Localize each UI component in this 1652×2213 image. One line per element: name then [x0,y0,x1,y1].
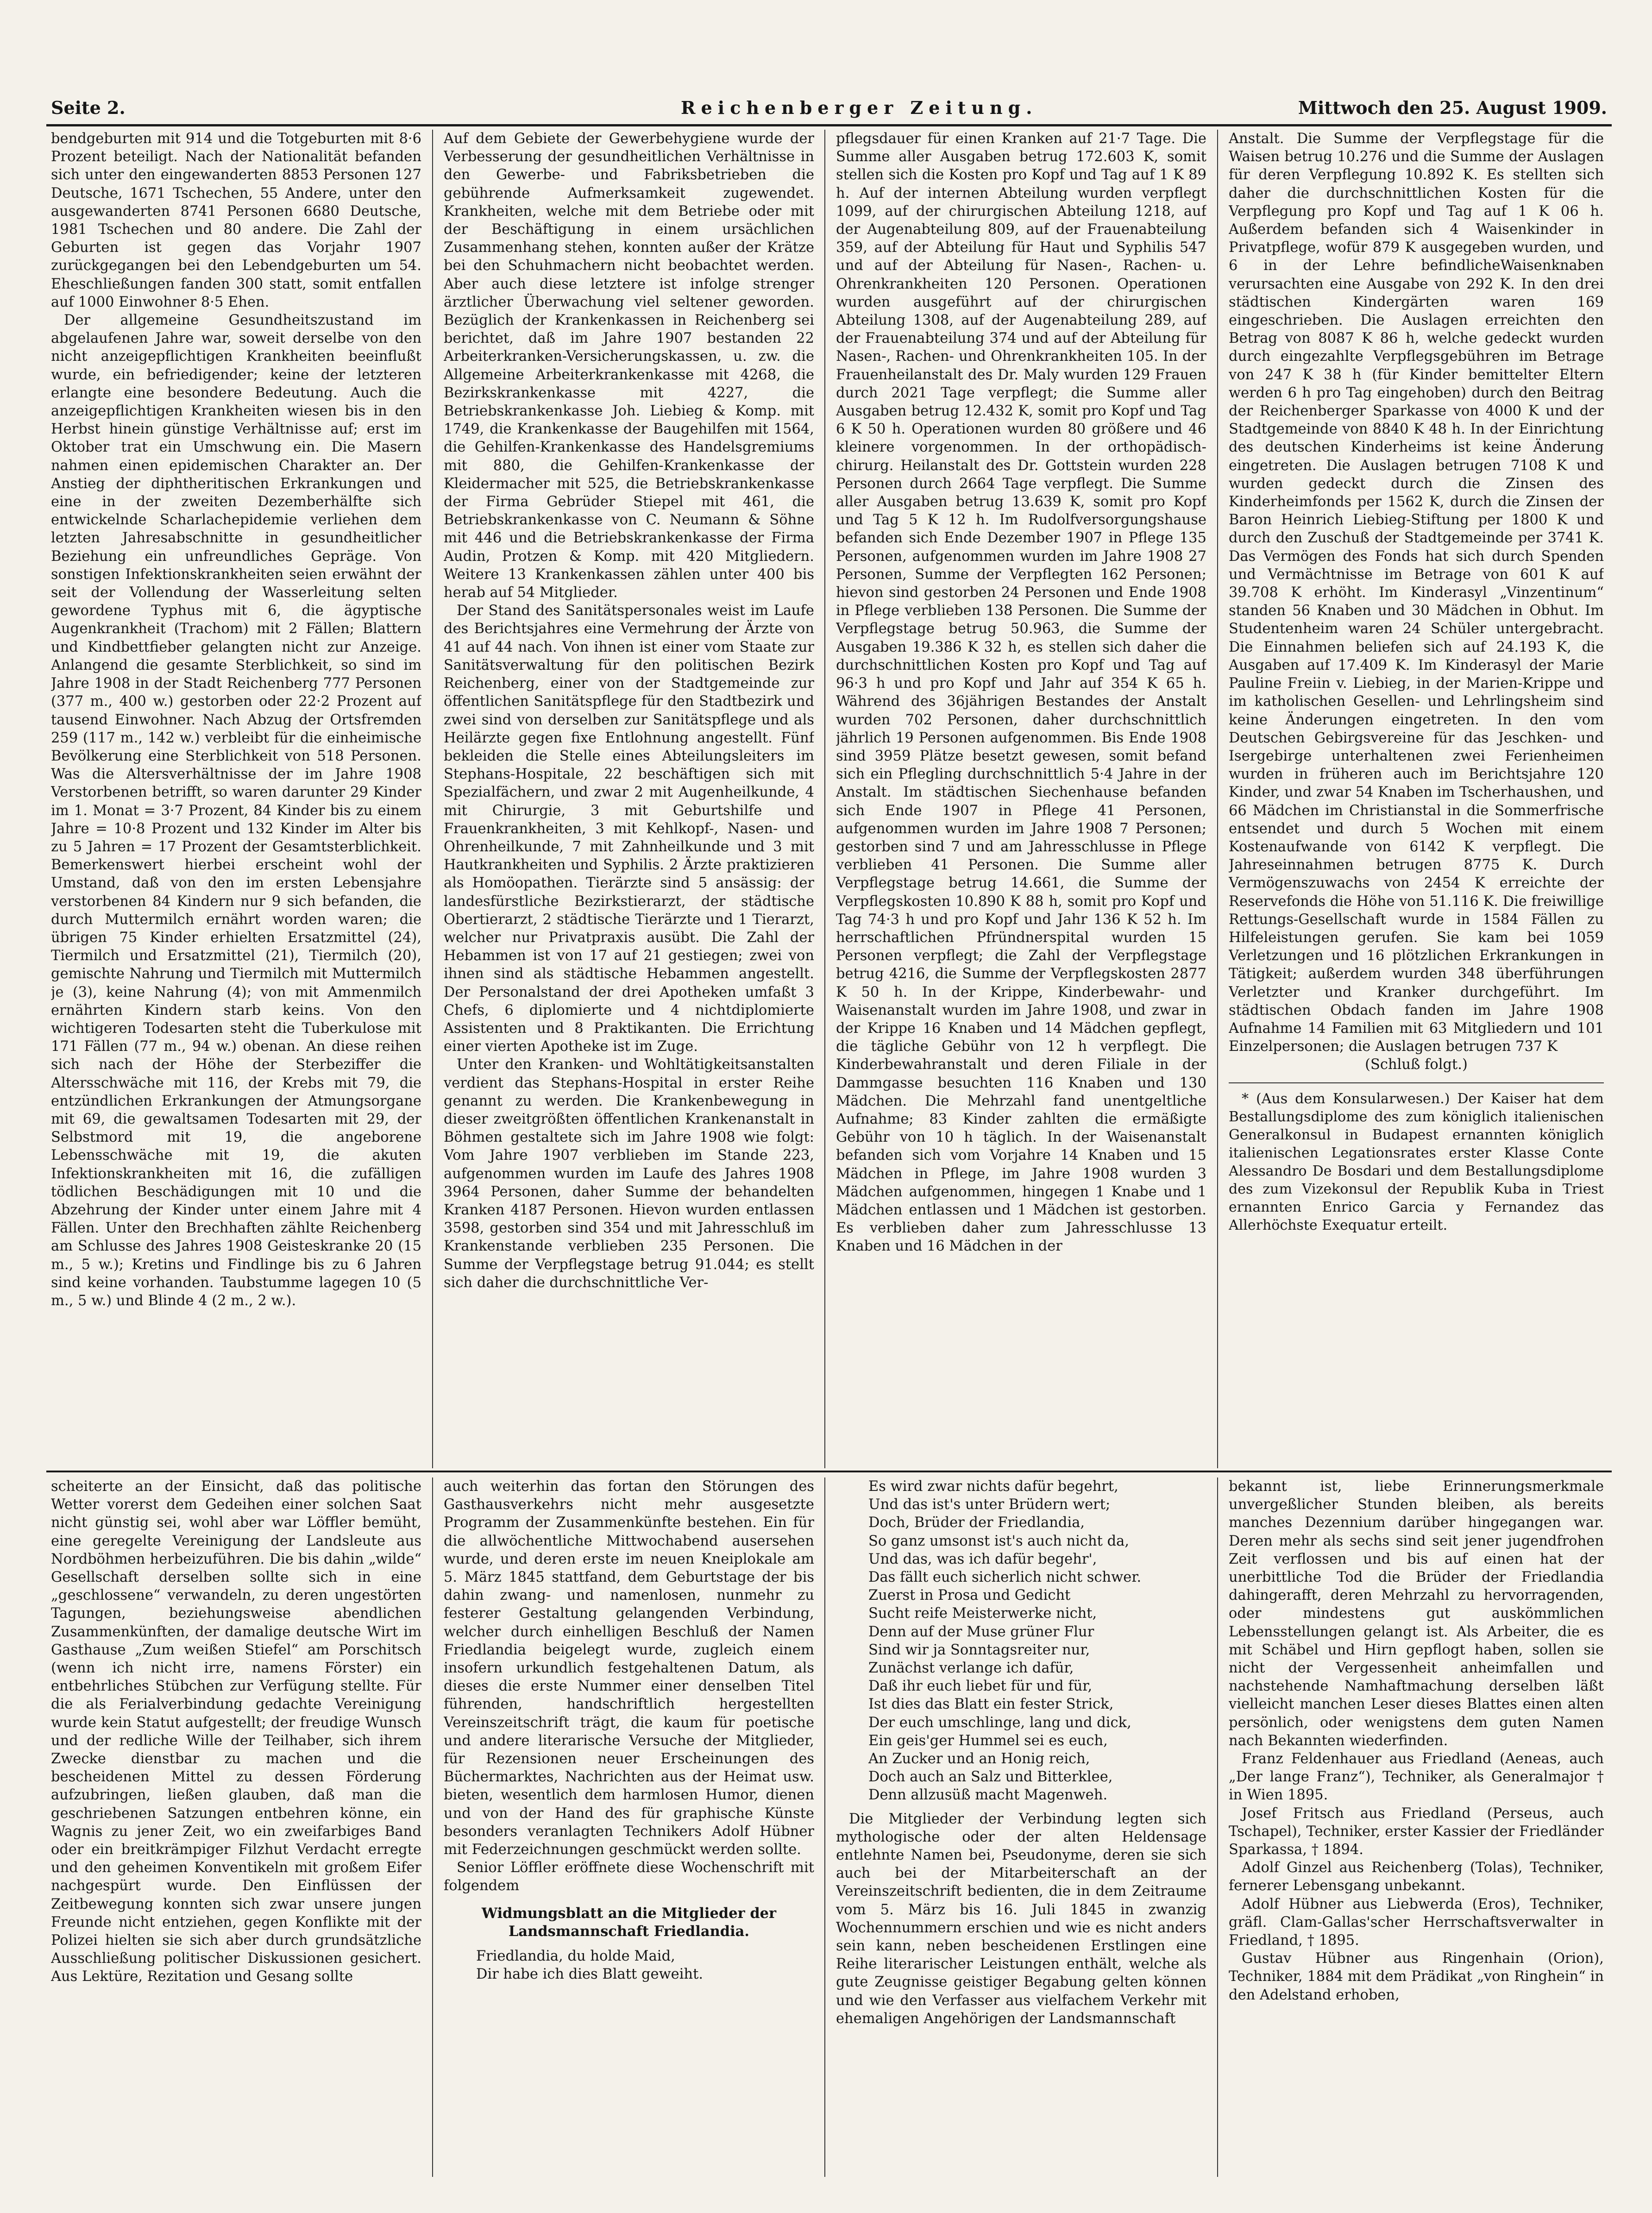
paragraph: Senior Löffler eröffnete diese Wochenschrift mit folgendem [444,1860,814,1894]
verse-line: Doch auch an Salz und Bitterklee, [868,1769,1113,1785]
verse-line: An Zucker und an Honig reich, [868,1751,1090,1767]
column-divider [1217,1477,1218,2177]
bottom-column-3 [836,1477,1206,2177]
verse-line: Es wird zwar nichts dafür begehrt, [868,1478,1118,1495]
paragraph: Der allgemeine Gesundheitszustand im abgelaufenen Jahre war, soweit derselbe von den nicht anzeigepflichtigen Krankheiten beeinflußt wurde, ein befriedigender; keine der letzteren erlangte eine besondere Bedeutung. Auch die anzeigepflichtigen Krankheiten wiesen bis in den Herbst hinein günstige Verhältnisse auf; erst im Oktober trat ein Umschwung ein. Die Masern nahmen einen epidemischen Charakter an. Der Anstieg der diphtheritischen Erkrankungen und eine in der zweiten Dezemberhälfte sich entwickelnde Scharlachepidemie verliehen dem letzten Jahresabschnitte in gesundheitlicher Beziehung ein unfreundliches Gepräge. Von sonstigen Infektionskrankheiten seien erwähnt der seit der Vollendung der Wasserleitung selten gewordene Typhus mit 6, die ägyptische Augenkrankheit (Trachom) mit 2 Fällen; Blattern und Kindbettfieber gelangten nicht zur Anzeige. Anlangend die gesamte Sterblichkeit, so sind im Jahre 1908 in der Stadt Reichenberg 777 Personen (377 m., 400 w.) gestorben oder 22·2 Prozent auf tausend Einwohner. Nach Abzug der Ortsfremden 259 (117 m., 142 w.) verbleibt für die einheimische Bevölkerung eine Sterblichkeit von 518 Personen. Was die Altersverhältnisse der im Jahre 1908 Verstorbenen betrifft, so waren darunter 29 Kinder im 1. Monat = 3·7 Prozent, 84 Kinder bis zu einem Jahre = 10·8 Prozent und 132 Kinder im Alter bis zu 5 Jahren = 17 Prozent der Gesamtsterblichkeit. Bemerkenswert hierbei erscheint wohl der Umstand, daß von den im ersten Lebensjahre verstorbenen 84 Kindern nur 9 sich befanden, die durch Muttermilch ernährt worden waren; die übrigen 75 Kinder erhielten Ersatzmittel (24), Tiermilch und Ersatzmittel (21), Tiermilch (20), gemischte Nahrung und Tiermilch mit Muttermilch je (3), keine Nahrung (4); von mit Ammenmilch ernährten Kindern starb keins. Von den wichtigeren Todesarten steht die Tuberkulose mit 171 Fällen (77 m., 94 w.) obenan. An diese reihen sich nach der Höhe der Sterbeziffer die Altersschwäche mit 116, der Krebs mit 79, die entzündlichen Erkrankungen der Atmungsorgane mit 69, die gewaltsamen Todesarten mit 29, der Selbstmord mit 19, die angeborene Lebensschwäche mit 19, die akuten Infektionskrankheiten mit 16, die zufälligen tödlichen Beschädigungen mit 10 und die Abzehrung der Kinder unter einem Jahre mit 4 Fällen. Unter den Brechhaften zählte Reichenberg am Schlusse des Jahres 1908 Geisteskranke 20 (15 m., 5 w.); Kretins und Findlinge bis zu 6 Jahren sind keine vorhanden. Taubstumme lagegen 10 (5 m., 5 w.) und Blinde 4 (2 m., 2 w.). [51,312,421,1309]
column-divider [824,1477,825,2177]
column-divider [432,130,433,1468]
verse-line: Und das, was ich dafür begehr', [868,1551,1097,1567]
paragraph: bekannt ist, liebe Erinnerungsmerkmale unvergeßlicher Stunden bleiben, als bereits manches Dezennium darüber hingegangen war. Deren mehr als sechs sind seit jener jugendfrohen Zeit verflossen und bis auf einen hat der unerbittliche Tod die Brüder der Friedlandia dahingerafft, deren Mehrzahl zu hervorragenden, oder mindestens gut auskömmlichen Lebensstellungen gelangt ist. Als Arbeiter, die es mit Schäbel und Hirn gepflogt haben, sollen sie nicht der Vergessenheit anheimfallen und nachstehende Namhaftmachung derselben läßt vielleicht manchen Leser dieses Blattes einen alten persönlich, oder wenigstens dem guten Namen nach Bekannten wiederfinden. [1229,1478,1604,1749]
to-be-continued: (Schluß folgt.) [1365,1056,1468,1073]
feuilleton-rule [46,1471,1612,1472]
verse-line: Denn auf der Muse grüner Flur [868,1623,1094,1640]
paragraph: Die Mitglieder der Verbindung legten sich mythologische oder der alten Heldensage entlehnte Namen bei, Pseudonyme, deren sie sich auch bei der Mitarbeiterschaft an der Vereinszeitschrift bedienten, die in dem Zeitraume vom 5. März bis 16. Juli 1845 in zwanzig Wochennummern erschien und wie es nicht anders sein kann, neben bescheidenen Erstlingen eine Reihe literarischer Leistungen enthält, welche als gute Zeugnisse geistiger Begabung gelten können und wie den Verfasser aus vielfachem Verkehr mit ehemaligen Angehörigen der Landsmannschaft [836,1811,1206,2027]
verse-line: Daß ihr euch liebet für und für, [868,1678,1093,1695]
issue-date: Mittwoch den 25. August 1909. [1298,97,1607,118]
header-rule [46,124,1612,126]
paragraph: Auf dem Gebiete der Gewerbehygiene wurde der Verbesserung der gesundheitlichen Verhältnisse in den Gewerbe- und Fabriksbetrieben die gebührende Aufmerksamkeit zugewendet. Krankheiten, welche mit dem Betriebe oder mit der Beschäftigung in einem ursächlichen Zusammenhang stehen, konnten außer der Krätze bei den Schuhmachern nicht beobachtet werden. Aber auch diese letztere ist infolge strenger ärztlicher Überwachung viel seltener geworden. Bezüglich der Krankenkassen in Reichenberg sei berichtet, daß im Jahre 1907 bestanden 22 Arbeiterkranken-Versicherungskassen, u. zw. die Allgemeine Arbeiterkrankenkasse mit 4268, die Bezirkskrankenkasse mit 4227, die Betriebskrankenkasse Joh. Liebieg & Komp. mit 1749, die Krankenkasse der Baugehilfen mit 1564, die Gehilfen-Krankenkasse des Handelsgremiums mit 880, die Gehilfen-Krankenkasse der Kleidermacher mit 525, die Betriebskrankenkasse der Firma Gebrüder Stiepel mit 461, die Betriebskrankenkasse von C. Neumann & Söhne mit 446 und die Betriebskrankenkasse der Firma Audin, Protzen & Komp. mit 420 Mitgliedern. Weitere 13 Krankenkassen zählen unter 400 bis herab auf 54 Mitglieder. [444,131,814,601]
member-entry: Franz Feldenhauer aus Friedland (Aeneas, auch „Der lange Franz“), Techniker, als Generalmajor † in Wien 1895. [1229,1751,1604,1804]
verse-line: So ganz umsonst ist's auch nicht da, [868,1533,1130,1549]
section-rule [1229,1082,1604,1083]
verse-line: Denn allzusüß macht Magenweh. [868,1787,1108,1804]
top-column-4 [1229,130,1604,1468]
paragraph: Unter den Kranken- und Wohltätigkeitsanstalten verdient das Stephans-Hospital in erster Reihe genannt zu werden. Die Krankenbewegung in dieser zweitgrößten öffentlichen Krankenanstalt in Böhmen gestaltete sich im Jahre 1908 wie folgt: Vom Jahre 1907 verblieben im Stande 223, aufgenommen wurden im Laufe des Jahres 1908 3964 Personen, daher Summe der behandelten Kranken 4187 Personen. Hievon wurden entlassen 3598, gestorben sind 354 und mit Jahresschluß im Krankenstande verblieben 235 Personen. Die Summe der Verpflegstage betrug 91.044; es stellt sich daher die durchschnittliche Ver- [444,1056,814,1291]
bottom-column-2 [444,1477,814,2177]
verse-line: Der euch umschlinge, lang und dick, [868,1714,1131,1731]
member-entry: Adolf Hübner aus Liebwerda (Eros), Techniker, gräfl. Clam-Gallas'scher Herrschaftsverwalter in Friedland, † 1895. [1229,1896,1604,1949]
page-number: Seite 2. [51,97,126,118]
verse-line: Sucht reife Meisterwerke nicht, [868,1605,1097,1622]
member-entry: Gustav Hübner aus Ringenhain (Orion), Techniker, 1884 mit dem Prädikat „von Ringhein“ in den Adelstand erhoben, [1229,1950,1604,2003]
top-column-1 [51,130,421,1468]
paragraph: Anstalt. Die Summe der Verpflegstage für die Waisen betrug 10.276 und die Summe der Auslagen für deren Verpflegung 10.892 K. Es stellten sich daher die durchschnittlichen Kosten für die Verpflegung pro Kopf und Tag auf 1 K 06 h. Außerdem befanden sich 4 Waisenkinder in Privatpflege, wofür 879 K ausgegeben wurden, und 6 in der Lehre befindlicheWaisenknaben verursachten eine Ausgabe von 292 K. In den drei städtischen Kindergärten waren 169 eingeschrieben. Die Auslagen erreichten den Betrag von 8087 K 86 h, welche gedeckt wurden durch eingezahlte Verpflegsgebühren im Betrage von 247 K 38 h (für Kinder bemittelter Eltern werden 6 h pro Tag eingehoben) durch den Beitrag der Reichenberger Sparkasse von 4000 K und der Stadtgemeinde von 8840 K 48 h. In der Einrichtung des deutschen Kinderheims ist keine Änderung eingetreten. Die Auslagen betrugen 7108 K und wurden gedeckt durch die Zinsen des Kinderheimfonds per 1562 K, durch die Zinsen der Baron Heinrich Liebieg-Stiftung per 1800 K und durch den Zuschuß der Stadtgemeinde per 3741 K. Das Vermögen des Fonds hat sich durch Spenden und Vermächtnisse im Betrage von 601 K auf 39.708 K erhöht. Im Kinderasyl „Vinzentinum“ standen 56 Knaben und 30 Mädchen in Obhut. Im Studentenheim waren 24 Schüler untergebracht. Die Einnahmen beliefen sich auf 24.193 K, die Ausgaben auf 17.409 K. Im Kinderasyl der Marie Pauline Freiin v. Liebieg, in der Marien-Krippe und im katholischen Gesellen- und Lehrlingsheim sind keine Änderungen eingetreten. In den vom Deutschen Gebirgsvereine für das Jeschken- und Isergebirge unterhaltenen zwei Ferienheimen wurden in früheren auch im Berichtsjahre 120 Kinder, und zwar 54 Knaben im Tscherhaushen, und 66 Mädchen im Christianstal in die Sommerfrische entsendet und durch 5 Wochen mit einem Kostenaufwande von 6142 K verpflegt. Die Jahreseinnahmen betrugen 8775 K. Durch Vermögenszuwachs von 2454 K erreichte der Reservefonds die Höhe von 51.116 K. Die freiwillige Rettungs-Gesellschaft wurde in 1584 Fällen zu Hilfeleistungen gerufen. Sie kam bei 1059 Verletzungen und 16 plötzlichen Erkrankungen in Tätigkeit; außerdem wurden 348 überführungen Verletzter und Kranker durchgeführt. Im städtischen Obdach fanden im Jahre 1908 Aufnahme 14 Familien mit 63 Mitgliedern und 101 Einzelpersonen; die Auslagen betrugen 737 K [1229,131,1604,1055]
verse-line: Und das ist's unter Brüdern wert; [868,1496,1111,1513]
paragraph: Der Stand des Sanitätspersonales weist im Laufe des Berichtsjahres eine Vermehrung der Ärzte von 41 auf 44 nach. Von ihnen ist einer vom Staate zur Sanitätsverwaltung für den politischen Bezirk Reichenberg, einer von der Stadtgemeinde zur öffentlichen Sanitätspflege für den Stadtbezirk und zwei sind von derselben zur Sanitätspflege und als Heilärzte gegen fixe Entlohnung angestellt. Fünf bekleiden die Stelle eines Abteilungsleiters im Stephans-Hospitale, 22 beschäftigen sich mit Spezialfächern, und zwar 2 mit Augenheilkunde, 4 mit Chirurgie, 3 mit Geburtshilfe und Frauenkrankheiten, 3 mit Kehlkopf-, Nasen- und Ohrenheilkunde, 7 mit Zahnheilkunde und 3 mit Hautkrankheiten und Syphilis. 2 Ärzte praktizieren als Homöopathen. Tierärzte sind 5 ansässig: der landesfürstliche Bezirkstierarzt, der städtische Obertierarzt, 2 städtische Tierärzte und 1 Tierarzt, welcher nur Privatpraxis ausübt. Die Zahl der Hebammen ist von 17 auf 21 gestiegen; zwei von ihnen sind als städtische Hebammen angestellt. Der Personalstand der drei Apotheken umfaßt 3 Chefs, 6 diplomierte und 4 nichtdiplomierte Assistenten und 8 Praktikanten. Die Errichtung einer vierten Apotheke ist im Zuge. [444,603,814,1055]
verse-line: Sind wir ja Sonntagsreiter nur, [868,1641,1090,1658]
verse-line: Das fällt euch sicherlich nicht schwer. [868,1569,1142,1586]
verse-line: Zuerst in Prosa und Gedicht [868,1587,1071,1604]
verse-line: Zunächst verlange ich dafür, [868,1660,1074,1677]
verse-line: Doch, Brüder der Friedlandia, [868,1515,1085,1531]
dedication-heading: Widmungsblatt an die Mitglieder der Landsmannschaft Friedlandia. [481,1905,777,1940]
top-column-3 [836,130,1206,1468]
paragraph: bendgeburten mit 914 und die Totgeburten mit 8·6 Prozent beteiligt. Nach der Nationalität befanden sich unter den eingewanderten 8853 Personen 127 Deutsche, 1671 Tschechen, 55 Andere, unter den ausgewanderten 8741 Personen 6680 Deutsche, 1981 Tschechen und 80 andere. Die Zahl der Geburten ist gegen das Vorjahr 1907 zurückgegangen bei den Lebendgeburten um 54. Eheschließungen fanden 300 statt, somit entfallen auf 1000 Einwohner 8·5 Ehen. [51,131,421,310]
verse [836,1477,1206,1804]
column-divider [824,130,825,1468]
column-divider [432,1477,433,2177]
member-entry: Josef Fritsch aus Friedland (Perseus, auch Tschapel), Techniker, erster Kassier der Friedländer Sparkassa, † 1894. [1229,1805,1604,1858]
verse-line: Dir habe ich dies Blatt geweiht. [476,1966,704,1983]
paragraph: pflegsdauer für einen Kranken auf 21·7 Tage. Die Summe aller Ausgaben betrug 172.603 K, somit stellen sich die Kosten pro Kopf und Tag auf 1 K 89 h. Auf der internen Abteilung wurden verpflegt 1099, auf der chirurgischen Abteilung 1218, auf der Augenabteilung 809, auf der Frauenabteilung 359, auf der Abteilung für Haut und Syphilis 547 und auf der Abteilung für Nasen-, Rachen- u. Ohrenkrankheiten 120 Personen. Operationen wurden ausgeführt auf der chirurgischen Abteilung 1308, auf der Augenabteilung 289, auf der Frauenabteilung 374 und auf der Abteilung für Nasen-, Rachen- und Ohrenkrankheiten 105. In der Frauenheilanstalt des Dr. Maly wurden 129 Frauen durch 2021 Tage verpflegt; die Summe aller Ausgaben betrug 12.432 K, somit pro Kopf und Tag 6 K 50 h. Operationen wurden 80 größere und 46 kleinere vorgenommen. In der orthopädisch-chirurg. Heilanstalt des Dr. Gottstein wurden 228 Personen durch 2664 Tage verpflegt. Die Summe aller Ausgaben betrug 13.639 K, somit pro Kopf und Tag 5 K 12 h. Im Rudolfversorgungshause befanden sich Ende Dezember 1907 in Pflege 135 Personen, aufgenommen wurden im Jahre 1908 27 Personen, Summe der Verpflegten 162 Personen; hievon sind gestorben 24 Personen und Ende 1908 in Pflege verblieben 138 Personen. Die Summe der Verpflegstage betrug 50.963, die Summe der Ausgaben 19.386 K 32 h, es stellen sich daher die durchschnittlichen Kosten pro Kopf und Tag auf 96·3 h und pro Kopf und Jahr auf 354 K 65 h. Während des 36jährigen Bestandes der Anstalt wurden 702 Personen, daher durchschnittlich jährlich 19 Personen aufgenommen. Bis Ende 1908 sind 3959 Plätze besetzt gewesen, somit befand sich ein Pflegling durchschnittlich 5·4 Jahre in der Anstalt. Im städtischen Siechenhause befanden sich Ende 1907 in Pflege 41 Personen, aufgenommen wurden im Jahre 1908 7 Personen; gestorben sind 7 und am Jahresschlusse in Pflege verblieben 41 Personen. Die Summe aller Verpflegstage betrug 14.661, die Summe der Verpflegskosten 10.890 K 88 h, somit pro Kopf und Tag 74·3 h und pro Kopf und Jahr 136 K 52 h. Im herrschaftlichen Pfründnerspital wurden 15 Personen verpflegt; die Zahl der Verpflegstage betrug 4216, die Summe der Verpflegskosten 2877 K 50 h. In der Krippe, Kinderbewahr- und Waisenanstalt wurden im Jahre 1908, und zwar in der Krippe 16 Knaben und 14 Mädchen gepflegt, die tägliche Gebühr von 12 h verpflegt. Die Kinderbewahranstalt und deren Filiale in der Dammgasse besuchten 116 Knaben und 130 Mädchen. Die Mehrzahl fand unentgeltliche Aufnahme; 83 Kinder zahlten die ermäßigte Gebühr von 10 h täglich. In der Waisenanstalt befanden sich vom Vorjahre 14 Knaben und 15 Mädchen in Pflege, im Jahre 1908 wurden 3 Mädchen aufgenommen, hingegen 1 Knabe und 1 Mädchen entlassen und 1 Mädchen ist gestorben. Es verblieben daher zum Jahresschlusse 13 Knaben und 16 Mädchen in der [836,131,1206,1255]
paragraph: auch weiterhin das fortan den Störungen des Gasthausverkehrs nicht mehr ausgesetzte Programm der Zusammenkünfte bestehen. Ein für die allwöchentliche Mittwochabend ausersehen wurde, und deren erste im neuen Kneiplokale am 5. März 1845 stattfand, dem Geburtstage der bis dahin zwang- und namenlosen, nunmehr zu festerer Gestaltung gelangenden Verbindung, welcher durch einhelligen Beschluß der Namen Friedlandia beigelegt wurde, zugleich einem insofern urkundlich festgehaltenen Datum, als dieses die erste Nummer einer denselben Titel führenden, handschriftlich hergestellten Vereinszeitschrift trägt, die kaum für poetische und andere literarische Versuche der Mitglieder, für Rezensionen neuer Erscheinungen des Büchermarktes, Nachrichten aus der Heimat usw. bieten, wesentlich dem harmlosen Humor, dienen und von der Hand des für graphische Künste besonders veranlagten Technikers Adolf Hübner mit Federzeichnungen geschmückt werden sollte. [444,1478,814,1858]
member-entry: Adolf Ginzel aus Reichenberg (Tolas), Techniker, fernerer Lebensgang unbekannt. [1229,1860,1604,1894]
newspaper-title: Reichenberger Zeitung. [681,97,1038,118]
bottom-column-4 [1229,1477,1604,2177]
verse-line: Ein geis'ger Hummel sei es euch, [868,1732,1108,1749]
verse-line: Friedlandia, du holde Maid, [476,1948,675,1965]
column-divider [1217,130,1218,1468]
top-column-2 [444,130,814,1468]
bottom-column-1 [51,1477,421,2177]
verse-line: Ist dies das Blatt ein fester Strick, [868,1696,1114,1713]
verse [444,1947,814,1983]
paragraph: scheiterte an der Einsicht, daß das politische Wetter vorerst dem Gedeihen einer solchen Saat nicht günstig sei, wohl aber war Löffler bemüht, eine geregelte Vereinigung der Landsleute aus Nordböhmen herbeizuführen. Die bis dahin „wilde“ Gesellschaft derselben sollte sich in eine „geschlossene“ verwandeln, zu deren ungestörten Tagungen, beziehungsweise abendlichen Zusammenkünften, der damalige deutsche Wirt im Gasthause „Zum weißen Stiefel“ am Porschitsch (wenn ich nicht irre, namens Förster) ein entbehrliches Stübchen zur Verfügung stellte. Für die als Ferialverbindung gedachte Vereinigung wurde kein Statut aufgestellt; der freudige Wunsch und der redliche Wille der Teilhaber, sich ihrem Zwecke dienstbar zu machen und die bescheidenen Mittel zu dessen Förderung aufzubringen, ließen glauben, daß man die geschriebenen Satzungen entbehren könne, ein Wagnis zu jener Zeit, wo ein zweifarbiges Band oder ein breitkrämpiger Filzhut Verdacht erregte und den geheimen Konventikeln mit großem Eifer nachgespürt wurde. Den Einflüssen der Zeitbewegung konnten sich zwar unsere jungen Freunde nicht entziehen, gegen Konflikte mit der Polizei hielten sie sich aber durch grundsätzliche Ausschließung politischer Diskussionen gesichert. Aus Lektüre, Rezitation und Gesang sollte [51,1478,421,1985]
consular-note: * (Aus dem Konsularwesen.) Der Kaiser hat dem Bestallungsdiplome des zum königlich italienischen Generalkonsul in Budapest ernannten königlich italienischen Legationsrates erster Klasse Conte Alessandro De Bosdari und dem Bestallungsdiplome des zum Vizekonsul der Republik Kuba in Triest ernannten Enrico Garcia y Fernandez das Allerhöchste Exequatur erteilt. [1229,1090,1604,1233]
